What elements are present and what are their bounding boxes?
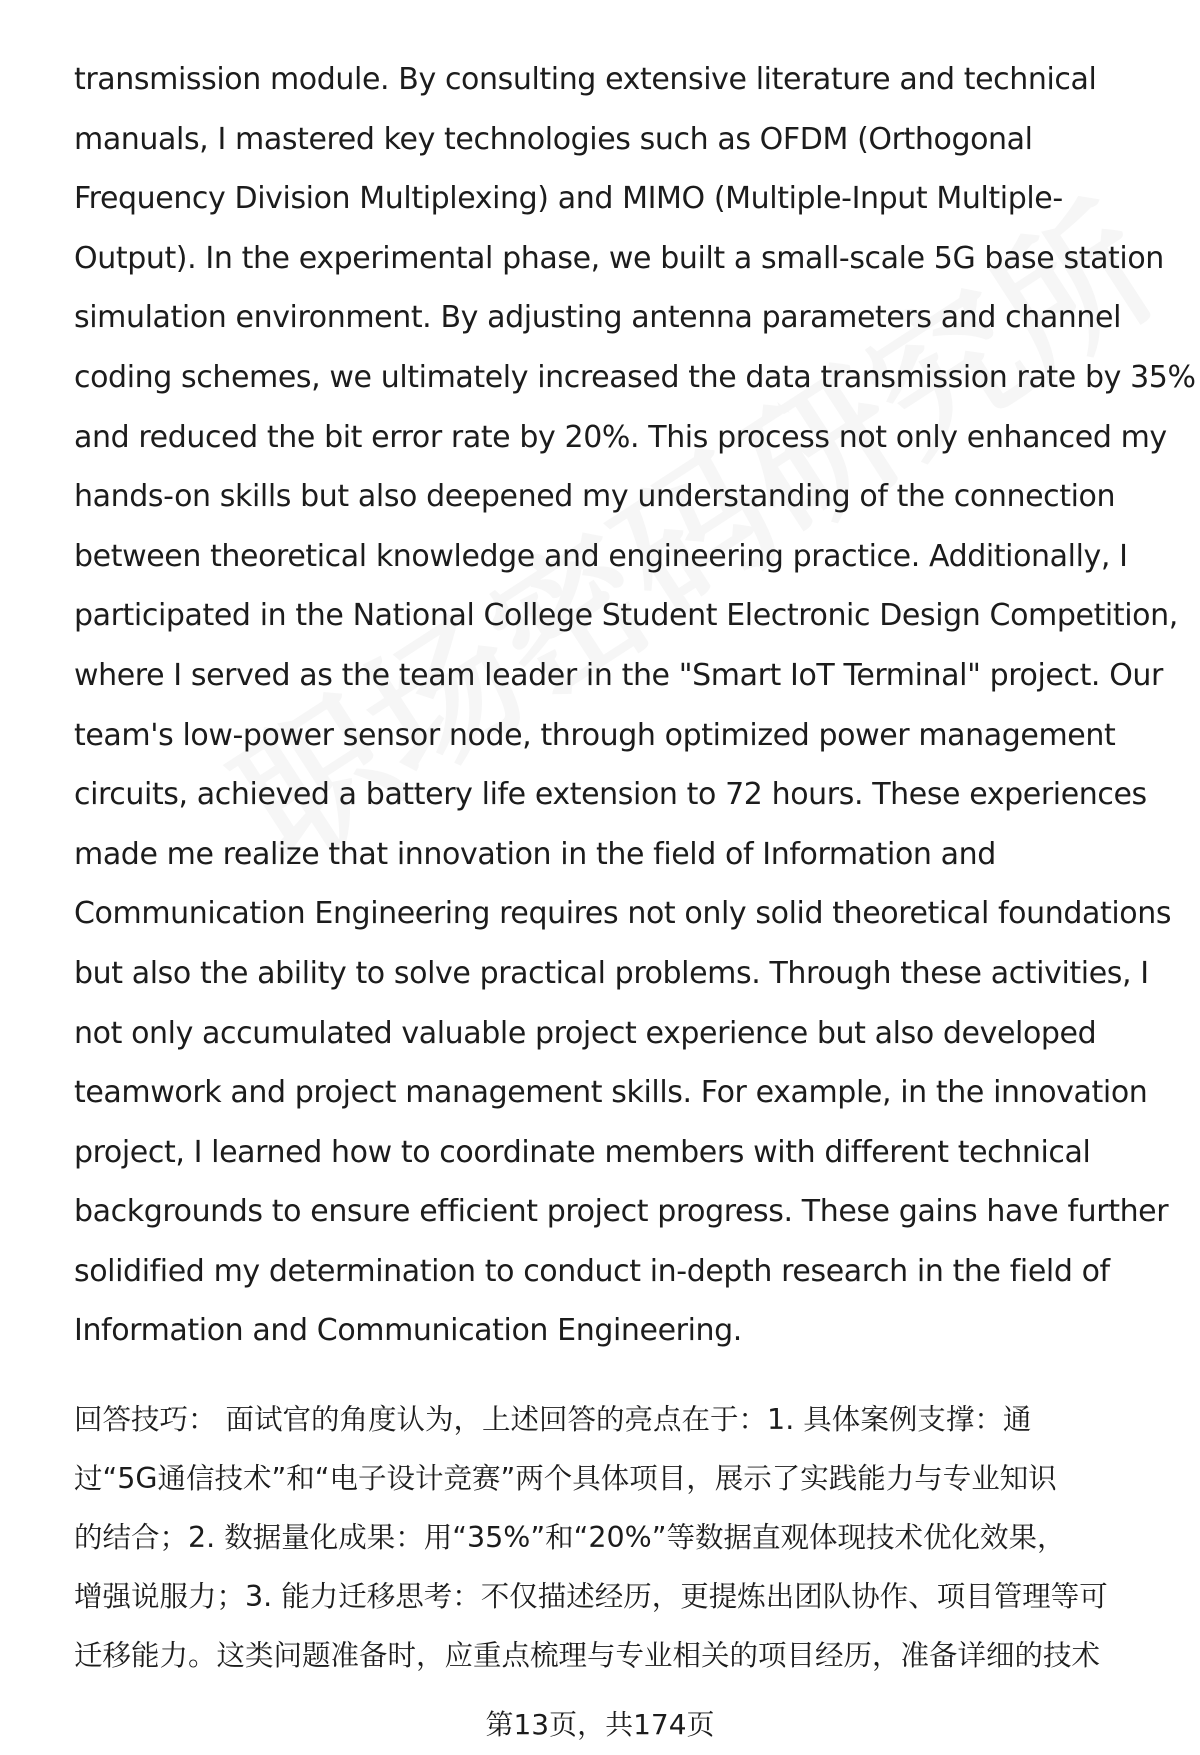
- body-line: Frequency Division Multiplexing) and MIMO (Multiple-Input Multiple-: [74, 181, 1063, 217]
- body-line: Output). In the experimental phase, we built a small-scale 5G base station: [74, 240, 1164, 276]
- body-line: not only accumulated valuable project experience but also developed: [74, 1015, 1097, 1051]
- body-line: circuits, achieved a battery life extension to 72 hours. These experiences: [74, 777, 1147, 813]
- body-line: hands-on skills but also deepened my understanding of the connection: [74, 479, 1116, 515]
- body-line: project, I learned how to coordinate members with different technical: [74, 1134, 1091, 1170]
- body-line: team's low-power sensor node, through optimized power management: [74, 717, 1116, 753]
- page-number-footer: 第13页，共174页: [485, 1708, 715, 1741]
- answer-tips-paragraph: [74, 1390, 1164, 1685]
- body-paragraph: [74, 50, 1196, 1361]
- body-line: transmission module. By consulting extensive literature and technical: [74, 62, 1097, 97]
- tips-line: 迁移能力。这类问题准备时，应重点梳理与专业相关的项目经历，准备详细的技术: [74, 1639, 1101, 1672]
- tips-line: 的结合；2. 数据量化成果：用“35%”和“20%”等数据直观体现技术优化效果，: [74, 1521, 1066, 1554]
- body-line: where I served as the team leader in the "Smart IoT Terminal" project. Our: [74, 657, 1163, 693]
- body-line: but also the ability to solve practical problems. Through these activities, I: [74, 955, 1149, 991]
- tips-line: 回答技巧： 面试官的角度认为，上述回答的亮点在于：1. 具体案例支撑：通: [74, 1403, 1032, 1436]
- tips-line: 增强说服力；3. 能力迁移思考：不仅描述经历，更提炼出团队协作、项目管理等可: [74, 1580, 1108, 1613]
- body-line: and reduced the bit error rate by 20%. This process not only enhanced my: [74, 419, 1167, 455]
- body-line: simulation environment. By adjusting antenna parameters and channel: [74, 300, 1122, 336]
- body-line: solidified my determination to conduct in-depth research in the field of: [74, 1253, 1110, 1289]
- body-line: teamwork and project management skills. For example, in the innovation: [74, 1075, 1148, 1111]
- body-line: Communication Engineering requires not only solid theoretical foundations: [74, 896, 1172, 932]
- body-line: backgrounds to ensure efficient project progress. These gains have further: [74, 1194, 1169, 1230]
- body-line: participated in the National College Student Electronic Design Competition,: [74, 598, 1178, 634]
- tips-line: 过“5G通信技术”和“电子设计竞赛”两个具体项目，展示了实践能力与专业知识: [74, 1462, 1057, 1495]
- body-line: coding schemes, we ultimately increased the data transmission rate by 35%: [74, 359, 1196, 395]
- body-line: Information and Communication Engineering.: [74, 1313, 742, 1349]
- body-line: made me realize that innovation in the field of Information and: [74, 836, 996, 872]
- body-line: between theoretical knowledge and engineering practice. Additionally, I: [74, 538, 1128, 574]
- body-line: manuals, I mastered key technologies such as OFDM (Orthogonal: [74, 121, 1033, 157]
